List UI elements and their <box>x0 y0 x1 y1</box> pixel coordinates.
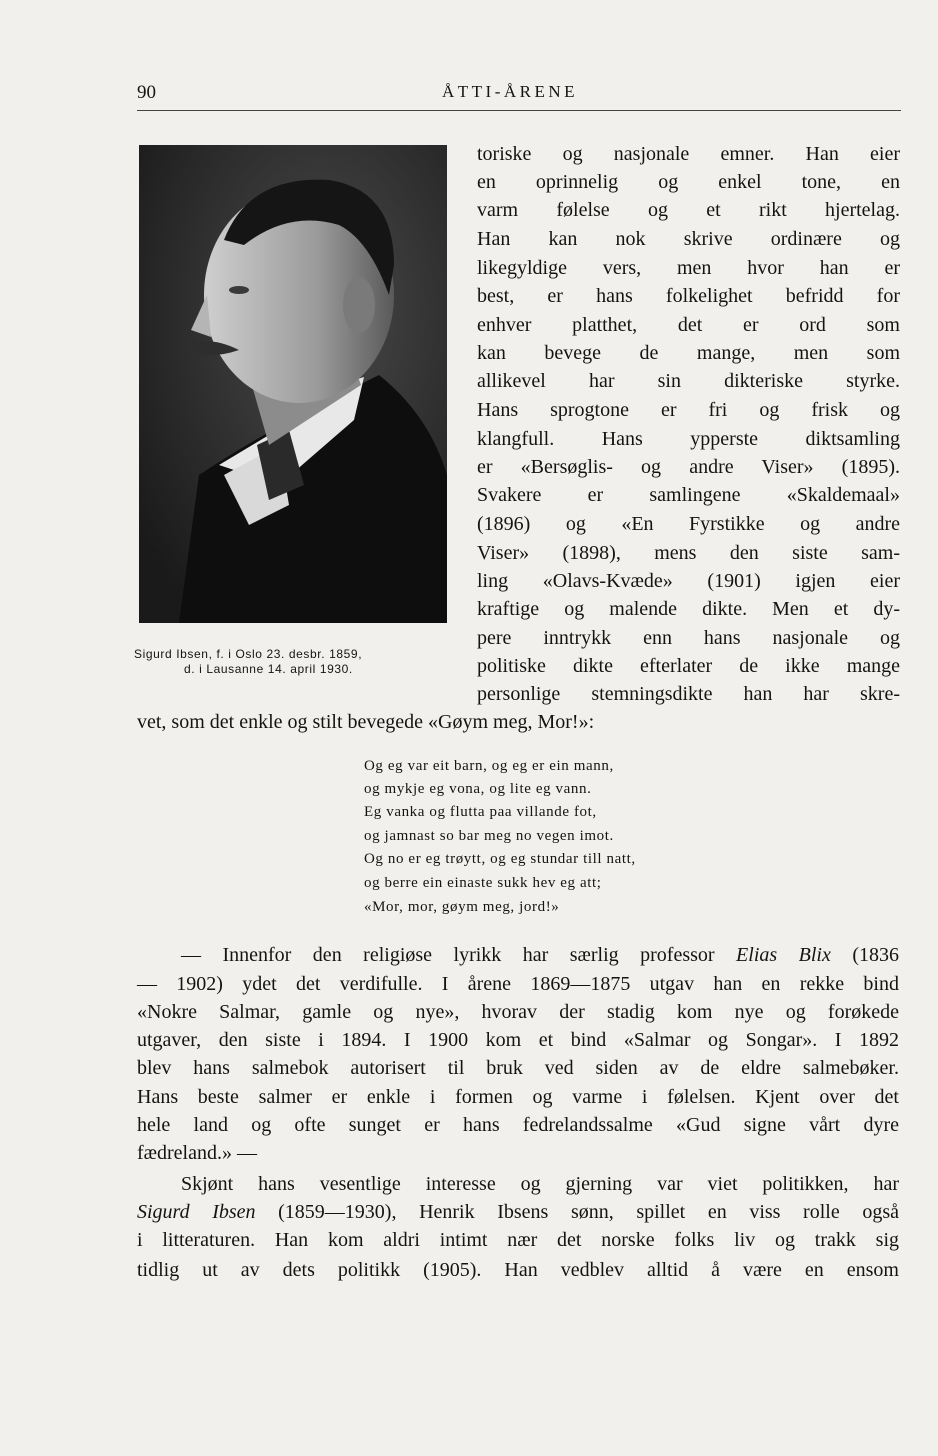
column-text-line: best, er hans folkelighet befridd for <box>477 285 900 307</box>
column-text-line: varm følelse og et rikt hjertelag. <box>477 199 900 221</box>
column-text-line: likegyldige vers, men hvor han er <box>477 257 900 279</box>
column-text-line: kan bevege de mange, men som <box>477 342 900 364</box>
caption-line: d. i Lausanne 14. april 1930. <box>184 662 353 676</box>
body-text-line: blev hans salmebok autorisert til bruk ved siden av de eldre salmebøker. <box>137 1057 899 1079</box>
column-text-line: klangfull. Hans ypperste diktsamling <box>477 428 900 450</box>
column-text-line: enhver platthet, det er ord som <box>477 314 900 336</box>
column-text-line: Han kan nok skrive ordinære og <box>477 228 900 250</box>
poem-line: Og no er eg trøytt, og eg stundar till natt, <box>364 851 636 867</box>
column-text-line: Svakere er samlingene «Skaldemaal» <box>477 484 900 506</box>
column-text-line: kraftige og malende dikte. Men et dy- <box>477 598 900 620</box>
column-text-line: allikevel har sin dikteriske styrke. <box>477 370 900 392</box>
body-text-line: tidlig ut av dets politikk (1905). Han vedblev alltid å være en ensom <box>137 1259 899 1281</box>
column-text-line: Viser» (1898), mens den siste sam- <box>477 542 900 564</box>
text-run: — Innenfor den religiøse lyrikk har særlig professor <box>181 944 737 966</box>
body-text-line: utgaver, den siste i 1894. I 1900 kom et bind «Salmar og Songar». I 1892 <box>137 1029 899 1051</box>
page-header <box>137 80 901 111</box>
text-run: (1836 <box>830 944 899 966</box>
body-text-line: — 1902) ydet det verdifulle. I årene 1869—1875 utgav han en rekke bind <box>137 973 899 995</box>
poem-line: Og eg var eit barn, og eg er ein mann, <box>364 758 614 774</box>
column-text-line: er «Bersøglis- og andre Viser» (1895). <box>477 456 900 478</box>
column-text-line: (1896) og «En Fyrstikke og andre <box>477 513 900 535</box>
portrait-photo <box>139 145 447 623</box>
photo-caption <box>134 647 449 677</box>
body-text-line: Skjønt hans vesentlige interesse og gjerning var viet politikken, har <box>181 1173 899 1195</box>
column-text-line: pere inntrykk enn hans nasjonale og <box>477 627 900 649</box>
poem-line: og berre ein einaste sukk hev eg att; <box>364 875 602 891</box>
poem-line: og jamnast so bar meg no vegen imot. <box>364 828 614 844</box>
body-text-line: fædreland.» — <box>137 1142 257 1164</box>
page-number: 90 <box>137 82 156 103</box>
poem-line: Eg vanka og flutta paa villande fot, <box>364 804 597 820</box>
column-text-line: ling «Olavs-Kvæde» (1901) igjen eier <box>477 570 900 592</box>
body-text-line <box>137 1198 899 1226</box>
column-text-line: politiske dikte efterlater de ikke mange <box>477 655 900 677</box>
column-text-line: en oprinnelig og enkel tone, en <box>477 171 900 193</box>
person-name: Sigurd Ibsen <box>137 1201 256 1223</box>
poem-line: og mykje eg vona, og lite eg vann. <box>364 781 592 797</box>
body-text-line <box>181 941 899 969</box>
column-text-line: toriske og nasjonale emner. Han eier <box>477 143 900 165</box>
continuation-text-line: vet, som det enkle og stilt bevegede «Gøym meg, Mor!»: <box>137 711 595 733</box>
caption-line: Sigurd Ibsen, f. i Oslo 23. desbr. 1859, <box>134 647 363 661</box>
body-text-line: Hans beste salmer er enkle i formen og varme i følelsen. Kjent over det <box>137 1086 899 1108</box>
person-name: Elias Blix <box>736 944 831 966</box>
body-text-line: hele land og ofte sunget er hans fedrelandssalme «Gud signe vårt dyre <box>137 1114 899 1136</box>
running-head: ÅTTI-ÅRENE <box>442 82 579 101</box>
portrait-illustration <box>139 145 447 623</box>
body-text-line: i litteraturen. Han kom aldri intimt nær det norske folks liv og trakk sig <box>137 1229 899 1251</box>
body-text-line: «Nokre Salmar, gamle og nye», hvorav der stadig kom nye og forøkede <box>137 1001 899 1023</box>
column-text-line: personlige stemningsdikte han har skre- <box>477 683 900 705</box>
text-run: (1859—1930), Henrik Ibsens sønn, spillet en viss rolle også <box>255 1201 899 1223</box>
poem-line: «Mor, mor, gøym meg, jord!» <box>364 899 560 915</box>
column-text-line: Hans sprogtone er fri og frisk og <box>477 399 900 421</box>
